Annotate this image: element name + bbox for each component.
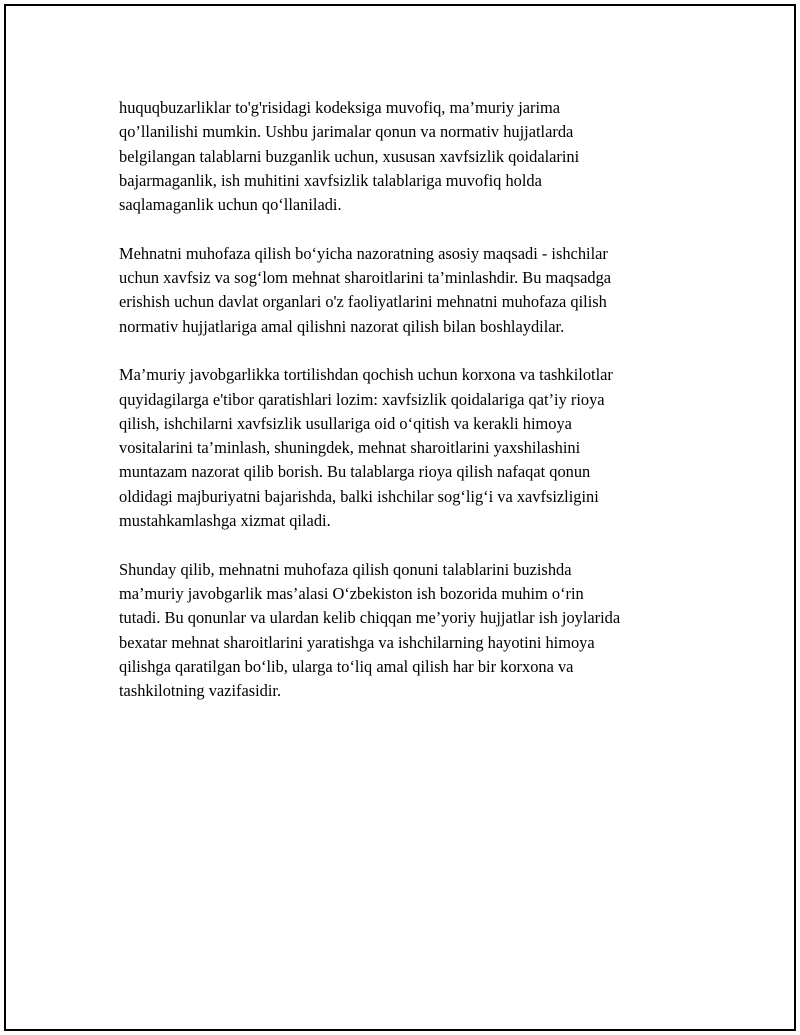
text-line: uchun xavfsiz va sog‘lom mehnat sharoitlarini ta’minlashdir. Bu maqsadga bbox=[119, 268, 612, 288]
text-line: mustahkamlashga xizmat qiladi. bbox=[119, 511, 331, 531]
paragraph-2 bbox=[119, 242, 719, 339]
text-line: tutadi. Bu qonunlar va ulardan kelib chiqqan me’yoriy hujjatlar ish joylarida bbox=[119, 608, 621, 628]
text-line: belgilangan talablarni buzganlik uchun, xususan xavfsizlik qoidalarini bbox=[119, 146, 580, 166]
text-line: oldidagi majburiyatni bajarishda, balki ishchilar sog‘lig‘i va xavfsizligini bbox=[119, 486, 599, 506]
text-line: normativ hujjatlariga amal qilishni nazorat qilish bilan boshlaydilar. bbox=[119, 316, 565, 336]
text-line: saqlamaganlik uchun qo‘llaniladi. bbox=[119, 195, 342, 215]
text-line: bajarmaganlik, ish muhitini xavfsizlik talablariga muvofiq holda bbox=[119, 170, 542, 190]
text-line: vositalarini ta’minlash, shuningdek, mehnat sharoitlarini yaxshilashini bbox=[119, 438, 581, 458]
paragraph-3 bbox=[119, 363, 719, 533]
text-line: Mehnatni muhofaza qilish bo‘yicha nazoratning asosiy maqsadi - ishchilar bbox=[119, 243, 608, 263]
text-line: Ma’muriy javobgarlikka tortilishdan qochish uchun korxona va tashkilotlar bbox=[119, 365, 613, 385]
paragraph-1 bbox=[119, 96, 719, 217]
text-line: qilish, ishchilarni xavfsizlik usullariga oid o‘qitish va kerakli himoya bbox=[119, 413, 572, 433]
text-line: qilishga qaratilgan bo‘lib, ularga to‘liq amal qilish har bir korxona va bbox=[119, 656, 574, 676]
document-body bbox=[119, 96, 719, 728]
text-line: huquqbuzarliklar to'g'risidagi kodeksiga muvofiq, ma’muriy jarima bbox=[119, 98, 561, 117]
page-frame bbox=[4, 4, 796, 1031]
text-line: quyidagilarga e'tibor qaratishlari lozim: xavfsizlik qoidalariga qat’iy rioya bbox=[119, 389, 605, 409]
paragraph-4 bbox=[119, 558, 719, 704]
text-line: bexatar mehnat sharoitlarini yaratishga va ishchilarning hayotini himoya bbox=[119, 632, 595, 652]
text-line: muntazam nazorat qilib borish. Bu talablarga rioya qilish nafaqat qonun bbox=[119, 462, 591, 482]
text-line: qo’llanilishi mumkin. Ushbu jarimalar qonun va normativ hujjatlarda bbox=[119, 122, 574, 142]
text-line: ma’muriy javobgarlik mas’alasi O‘zbekiston ish bozorida muhim o‘rin bbox=[119, 583, 584, 603]
text-line: erishish uchun davlat organlari o'z faoliyatlarini mehnatni muhofaza qilish bbox=[119, 292, 607, 312]
text-line: Shunday qilib, mehnatni muhofaza qilish qonuni talablarini buzishda bbox=[119, 559, 572, 579]
text-line: tashkilotning vazifasidir. bbox=[119, 681, 282, 701]
